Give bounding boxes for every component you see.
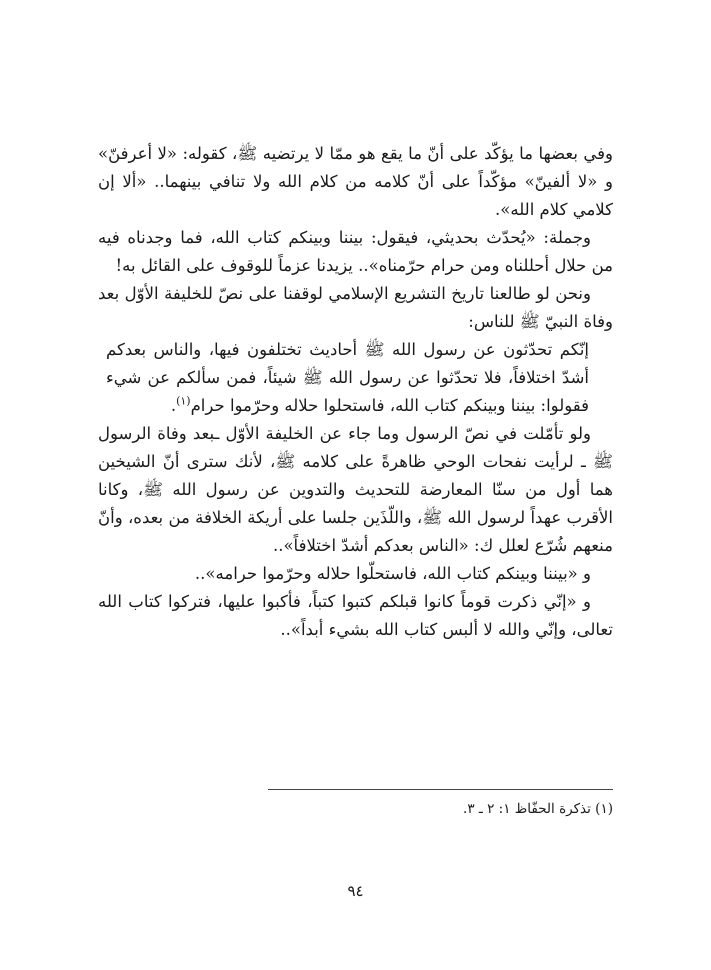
main-text <box>98 140 613 644</box>
paragraph-5: و «بيننا وبينكم كتاب الله، فاستحلّوا حلاله وحرّموا حرامه».. <box>194 564 591 583</box>
quote-end: . <box>170 396 177 415</box>
quoted-text <box>98 336 613 420</box>
footnote-divider <box>268 789 613 790</box>
paragraph-1: وفي بعضها ما يؤكّد على أنّ ما يقع هو ممّا لا يرتضيه ﷺ، كقوله: «لا أعرفنّ» و «لا ألفينّ» مؤكّداً على أنّ كلامه من كلام الله ولا تنافي بينهما.. «ألا إن كلامي كلام الله». <box>98 144 613 219</box>
paragraph-3: ونحن لو طالعنا تاريخ التشريع الإسلامي لوقفنا على نصّ للخليفة الأوّل بعد وفاة النبيّ ﷺ للناس: <box>98 284 613 331</box>
footnote: (١) تذكرة الحفّاظ ١: ٢ ـ ٣. <box>463 801 613 817</box>
page-number: ٩٤ <box>347 882 364 900</box>
paragraph-6: و «إنّي ذكرت قوماً كانوا قبلكم كتبوا كتباً، فأكبوا عليها، فتركوا كتاب الله تعالى، وإنّي والله لا ألبس كتاب الله بشيء أبداً».. <box>98 592 613 639</box>
paragraph-2: وجملة: «يُحدّث بحديثي، فيقول: بيننا وبينكم كتاب الله، فما وجدناه فيه من حلال أحللناه ومن حرام حرّمناه».. يزيدنا عزماً للوقوف على القائل به! <box>98 228 613 275</box>
footnote-marker[interactable]: (١) <box>176 394 191 408</box>
paragraph-4: ولو تأمّلت في نصّ الرسول وما جاء عن الخليفة الأوّل ـبعد وفاة الرسول ﷺ ـ لرأيت نفحات الوحي ظاهرةً على كلامه ﷺ، لأنك سترى أنّ الشيخين هما أول من سنّا المعارضة للتحديث والتدوين عن رسول الله ﷺ، وكانا الأقرب عهداً لرسول الله ﷺ، واللّذَين جلسا على أريكة الخلافة من بعده، وأنّ منعهم شُرّع لعلل ك: «الناس بعدكم أشدّ اختلافاً».. <box>98 424 613 555</box>
quote-body: إنّكم تحدّثون عن رسول الله ﷺ أحاديث تختلفون فيها، والناس بعدكم أشدّ اختلافاً، فلا تحدّثوا عن رسول الله ﷺ شيئاً، فمن سألكم عن شيء فقولوا: بيننا وبينكم كتاب الله، فاستحلوا حلاله وحرّموا حرام <box>106 340 589 415</box>
